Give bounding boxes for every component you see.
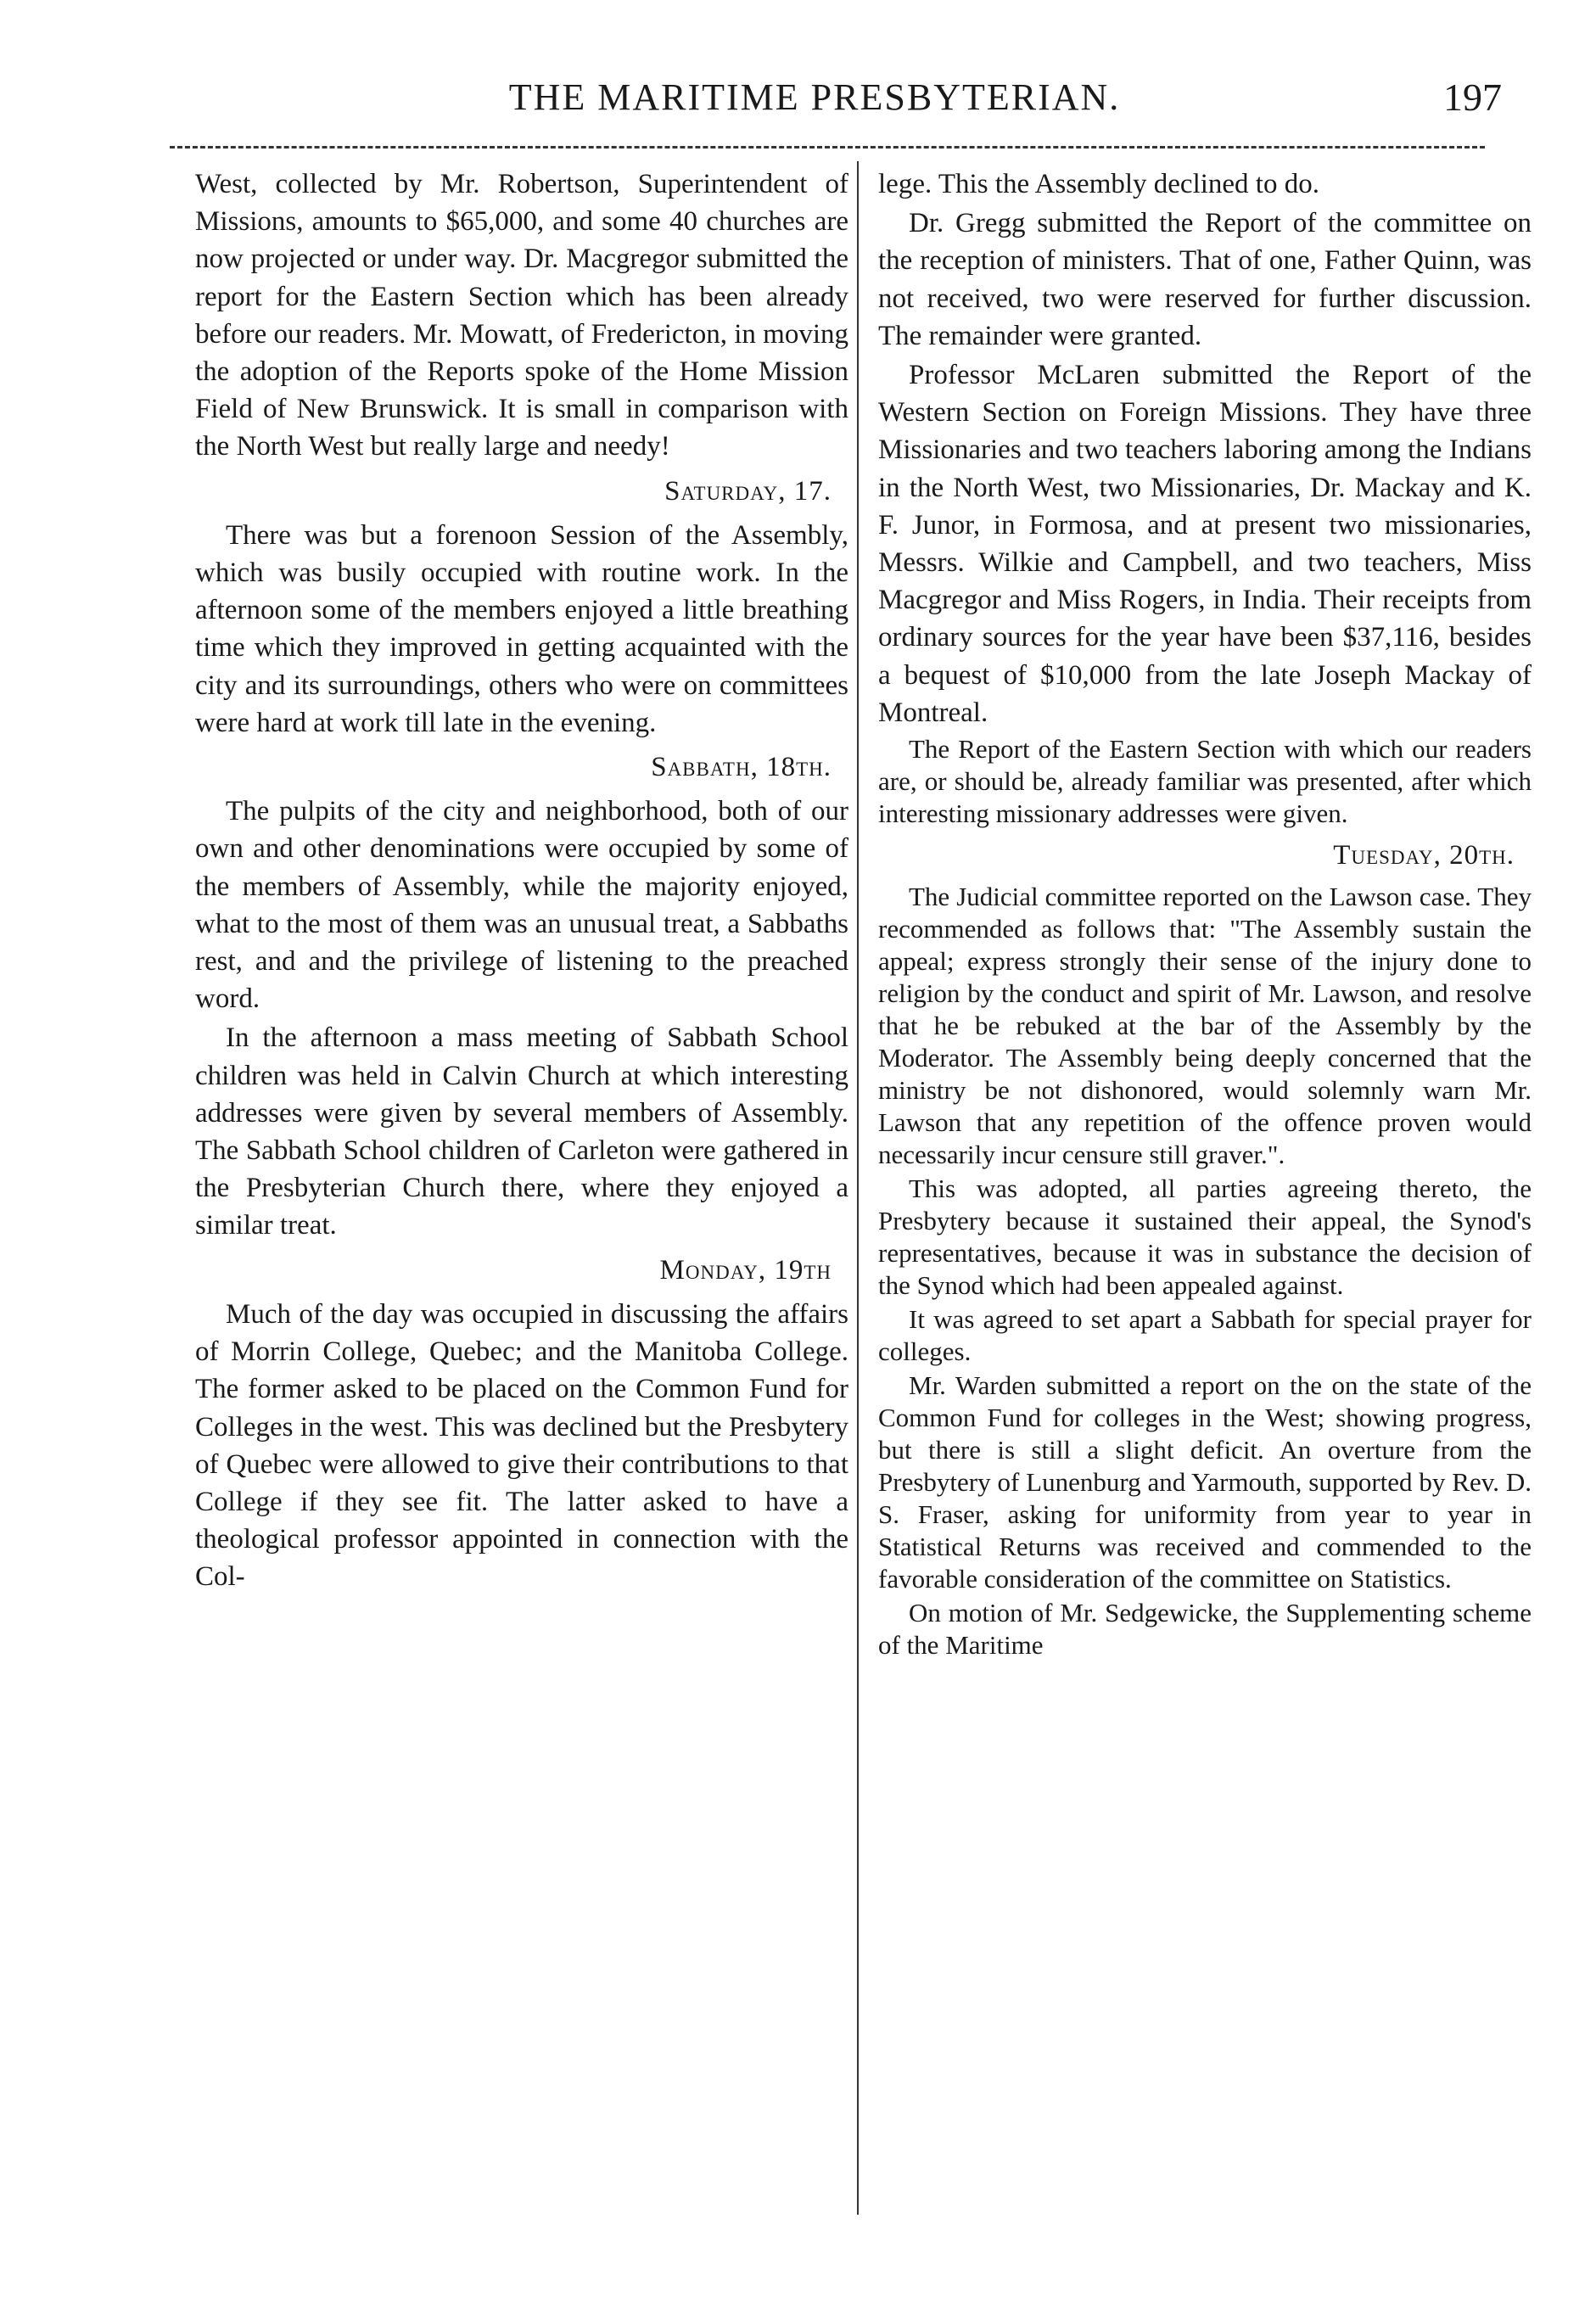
- section-date-tuesday: Tuesday, 20th.: [1333, 840, 1515, 871]
- section-date-saturday: Saturday, 17.: [664, 475, 832, 507]
- paragraph: West, collected by Mr. Robertson, Superintendent of Missions, amounts to $65,000, and some 40 churches are now projected or under way. Dr. Macgregor submitted the report for the Eastern Section which has been already before our readers. Mr. Mowatt, of Fredericton, in moving the adoption of the Reports spoke of the Home Mission Field of New Brunswick. It is small in comparison with the North West but really large and needy!: [195, 169, 848, 462]
- page-header: [127, 68, 1502, 127]
- left-column: [195, 165, 848, 1598]
- paragraph: The pulpits of the city and neighborhood, both of our own and other denominations were occupied by some of the members of Assembly, while the majority enjoyed, what to the most of them was an unusual treat, a Sabbaths rest, and and the privilege of listening to the preached word.: [195, 796, 848, 1015]
- paragraph: The Report of the Eastern Section with which our readers are, or should be, already familiar was presented, after which interesting missionary addresses were given.: [878, 734, 1532, 829]
- paragraph: Much of the day was occupied in discussing the affairs of Morrin College, Quebec; and the Manitoba College. The former asked to be placed on the Common Fund for Colleges in the west. This was declined but the Presbytery of Quebec were allowed to give their contributions to that College if they see fit. The latter asked to have a theological professor appointed in connection with the Col-: [195, 1298, 848, 1593]
- paragraph: In the afternoon a mass meeting of Sabbath School children was held in Calvin Church at which interesting addresses were given by several members of Assembly. The Sabbath School children of Carleton were gathered in the Presbyterian Church there, where they enjoyed a similar treat.: [195, 1022, 848, 1241]
- paragraph: It was agreed to set apart a Sabbath for special prayer for colleges.: [878, 1304, 1532, 1367]
- section-date-sabbath: Sabbath, 18th.: [651, 752, 832, 783]
- paragraph: On motion of Mr. Sedgewicke, the Supplementing scheme of the Maritime: [878, 1598, 1532, 1661]
- paragraph: Professor McLaren submitted the Report of the Western Section on Foreign Missions. They have three Missionaries and two teachers laboring among the Indians in the North West, two Missionaries, Dr. Mackay and K. F. Junor, in Formosa, and at present two missionaries, Messrs. Wilkie and Campbell, and two teachers, Miss Macgregor and Miss Rogers, in India. Their receipts from ordinary sources for the year have been $37,116, besides a bequest of $10,000 from the late Joseph Mackay of Montreal.: [878, 360, 1532, 728]
- paragraph: The Judicial committee reported on the Lawson case. They recommended as follows that: "The Assembly sustain the appeal; express strongly their sense of the injury done to religion by the conduct and spirit of Mr. Lawson, and resolve that he be rebuked at the bar of the Assembly by the Moderator. The Assembly being deeply concerned that the ministry be not dishonored, would solemnly warn Mr. Lawson that any repetition of the offence proven would necessarily incur censure still graver.".: [878, 882, 1532, 1170]
- column-divider: [857, 161, 859, 2215]
- header-rule: [170, 146, 1485, 148]
- paragraph: There was but a forenoon Session of the Assembly, which was busily occupied with routine work. In the afternoon some of the members enjoyed a little breathing time which they improved in getting acquainted with the city and its surroundings, others who were on committees were hard at work till late in the evening.: [195, 519, 848, 738]
- page-number: 197: [1443, 76, 1502, 119]
- paragraph: lege. This the Assembly declined to do.: [878, 169, 1319, 199]
- section-date-monday: Monday, 19th: [659, 1254, 832, 1286]
- right-column: [878, 165, 1532, 1663]
- paragraph: Dr. Gregg submitted the Report of the committee on the reception of ministers. That of one, Father Quinn, was not received, two were reserved for further discussion. The remainder were granted.: [878, 208, 1532, 351]
- publication-title: THE MARITIME PRESBYTERIAN.: [508, 76, 1121, 118]
- paragraph: This was adopted, all parties agreeing thereto, the Presbytery because it sustained their appeal, the Synod's representatives, because it was in substance the decision of the Synod which had been appealed against.: [878, 1174, 1532, 1301]
- paragraph: Mr. Warden submitted a report on the on the state of the Common Fund for colleges in the West; showing progress, but there is still a slight deficit. An overture from the Presbytery of Lunenburg and Yarmouth, supported by Rev. D. S. Fraser, asking for uniformity from year to year in Statistical Returns was received and commended to the favorable consideration of the committee on Statistics.: [878, 1370, 1532, 1594]
